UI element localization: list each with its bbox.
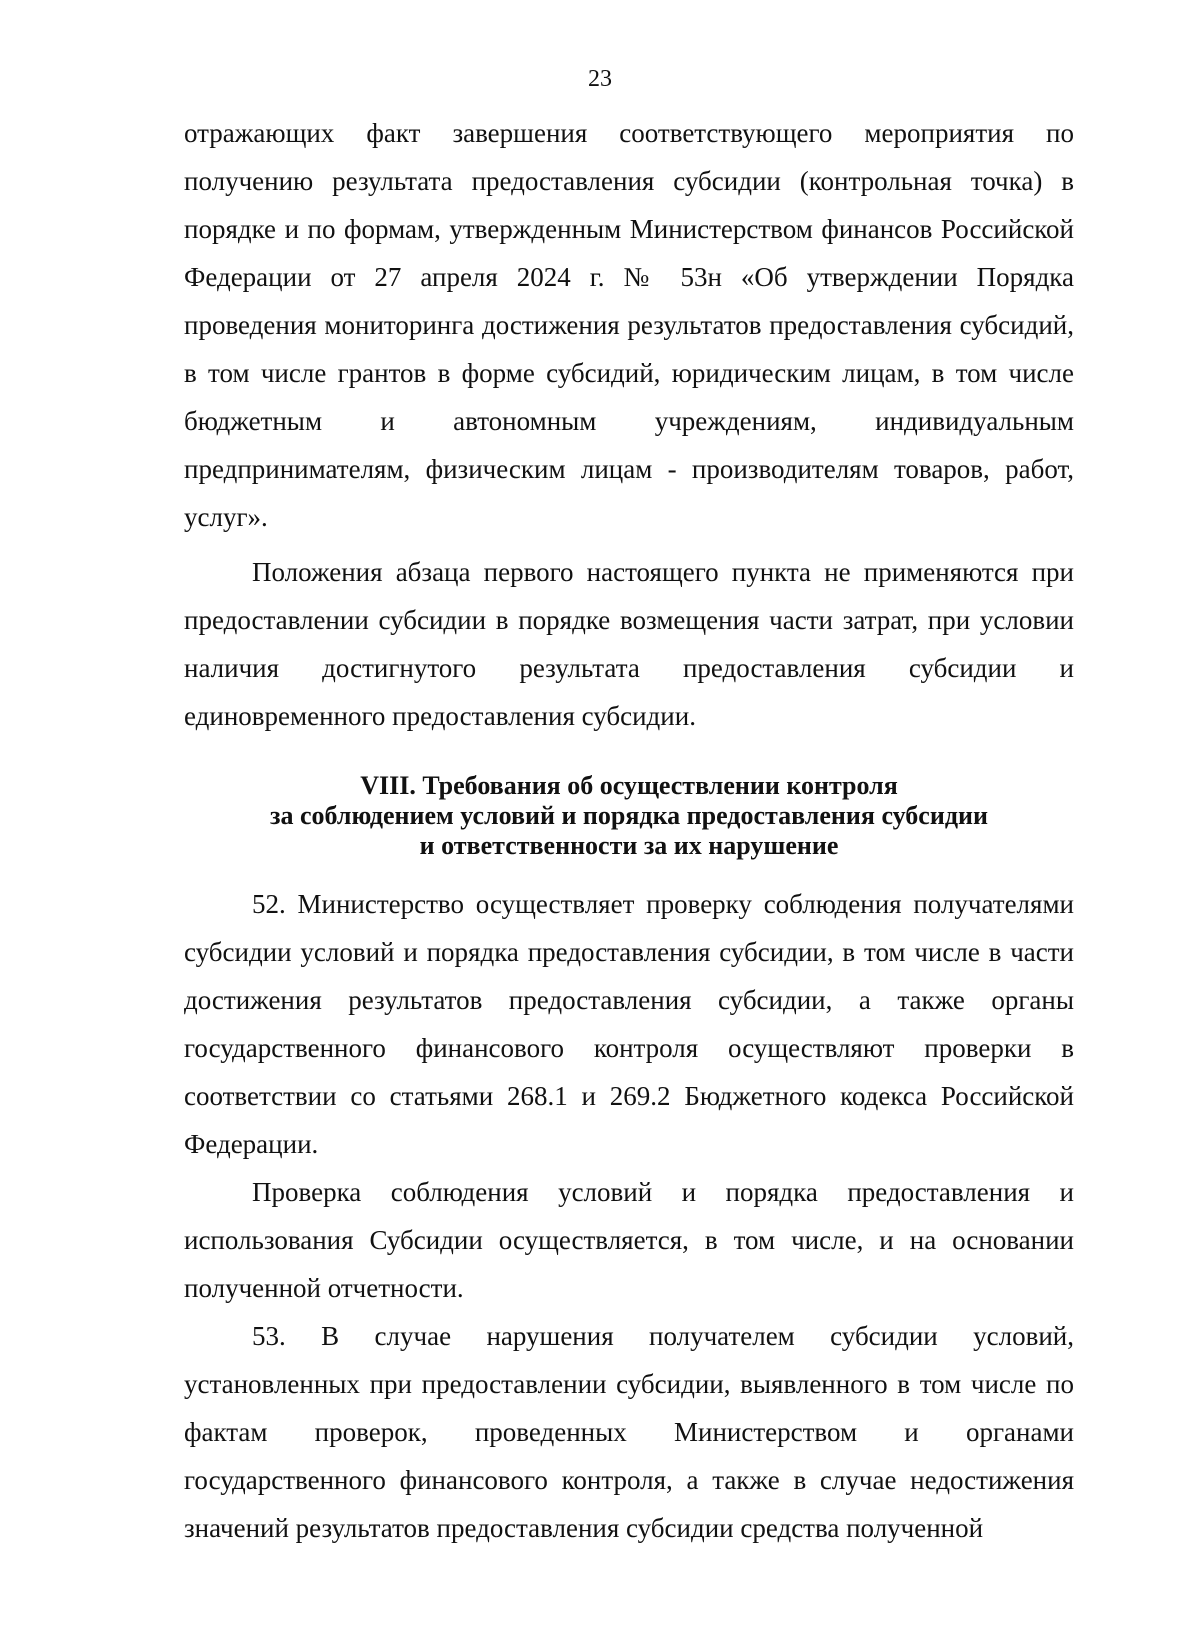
paragraph-verification: Проверка соблюдения условий и порядка предоставления и использования Субсидии осуществляется, в том числе, и на основании полученной отчетности. [184, 1177, 1074, 1303]
section-heading [184, 771, 1074, 861]
page-number: 23 [588, 66, 612, 92]
text-block-bottom [184, 880, 1074, 1552]
section-heading-line-1: VIII. Требования об осуществлении контроля [360, 771, 898, 800]
text-block-exception [184, 548, 1074, 740]
section-heading-line-2: за соблюдением условий и порядка предоставления субсидии [270, 801, 988, 830]
text-block-top [184, 109, 1074, 541]
section-heading-line-3: и ответственности за их нарушение [419, 831, 839, 860]
paragraph-52: 52. Министерство осуществляет проверку соблюдения получателями субсидии условий и порядка предоставления субсидии, в том числе в части достижения результатов предоставления субсидии, а также органы государственного финансового контроля осуществляют проверки в соответствии со статьями 268.1 и 269.2 Бюджетного кодекса Российской Федерации. [184, 889, 1074, 1159]
paragraph-exception: Положения абзаца первого настоящего пункта не применяются при предоставлении субсидии в порядке возмещения части затрат, при условии наличия достигнутого результата предоставления субсидии и единовременного предоставления субсидии. [184, 557, 1074, 731]
paragraph-53: 53. В случае нарушения получателем субсидии условий, установленных при предоставлении субсидии, выявленного в том числе по фактам проверок, проведенных Министерством и органами государственного финансового контроля, а также в случае недостижения значений результатов предоставления субсидии средства полученной [184, 1321, 1074, 1543]
paragraph-continued: отражающих факт завершения соответствующего мероприятия по получению результата предоставления субсидии (контрольная точка) в порядке и по формам, утвержденным Министерством финансов Российской Федерации от 27 апреля 2024 г. № 53н «Об утверждении Порядка проведения мониторинга достижения результатов предоставления субсидий, в том числе грантов в форме субсидий, юридическим лицам, в том числе бюджетным и автономным учреждениям, индивидуальным предпринимателям, физическим лицам - производителям товаров, работ, услуг». [184, 118, 1074, 532]
